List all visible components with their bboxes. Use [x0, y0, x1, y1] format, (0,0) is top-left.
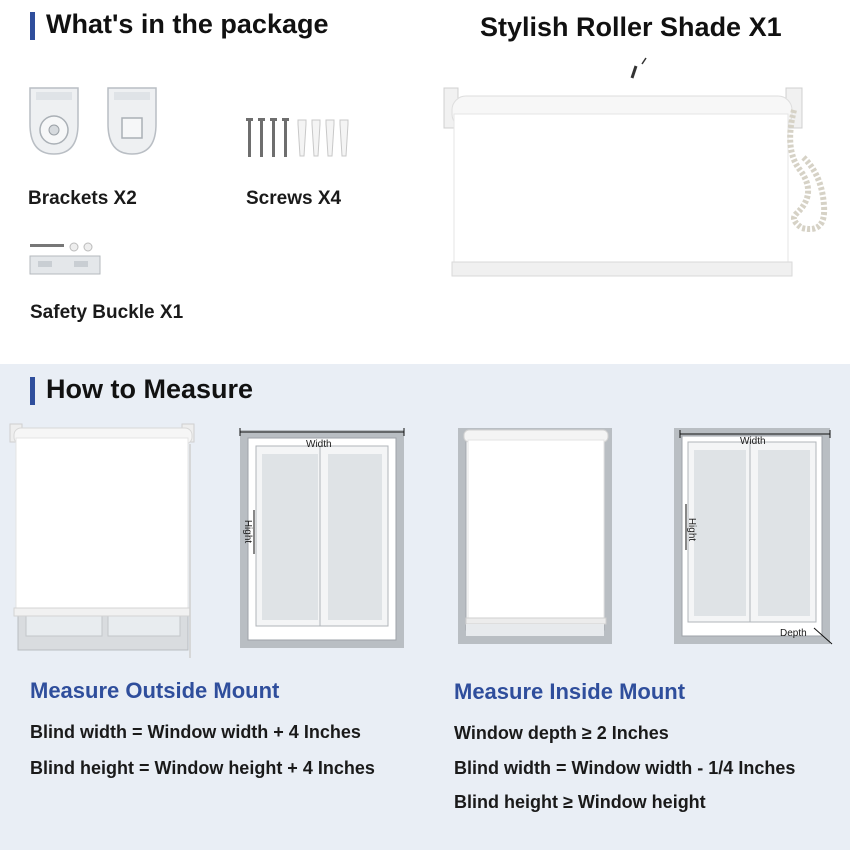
- inside-rule-width: Blind width = Window width - 1/4 Inches: [454, 758, 796, 778]
- title-accent-bar: [30, 12, 35, 40]
- inside-height-label: Hight: [686, 517, 698, 542]
- outside-width-label: Width: [306, 439, 332, 450]
- inside-mount-shade-image: [456, 424, 616, 646]
- roller-shade-image: [440, 54, 840, 284]
- package-title: What's in the package: [46, 9, 329, 40]
- screws-icon: [242, 116, 354, 160]
- inside-rule-depth: Window depth ≥ 2 Inches: [454, 723, 669, 743]
- outside-height-label: Hight: [242, 519, 254, 544]
- outside-mount-title: Measure Outside Mount: [30, 678, 280, 703]
- outside-rule-width: Blind width = Window width + 4 Inches: [30, 722, 361, 742]
- bracket-icon: [26, 84, 166, 160]
- depth-label: Depth: [780, 628, 807, 639]
- outside-mount-window-diagram: [238, 424, 408, 650]
- safety-buckle-label: Safety Buckle X1: [30, 302, 184, 323]
- title-accent-bar: [30, 377, 35, 405]
- screws-label: Screws X4: [246, 188, 342, 209]
- brackets-label: Brackets X2: [28, 188, 137, 209]
- outside-rule-height: Blind height = Window height + 4 Inches: [30, 758, 375, 778]
- measure-title: How to Measure: [46, 374, 253, 405]
- outside-mount-shade-image: [8, 420, 198, 660]
- inside-rule-height: Blind height ≥ Window height: [454, 792, 706, 812]
- inside-mount-title: Measure Inside Mount: [454, 679, 686, 704]
- inside-width-label: Width: [740, 436, 766, 447]
- safety-buckle-icon: [26, 242, 106, 278]
- roller-shade-title: Stylish Roller Shade X1: [480, 12, 782, 42]
